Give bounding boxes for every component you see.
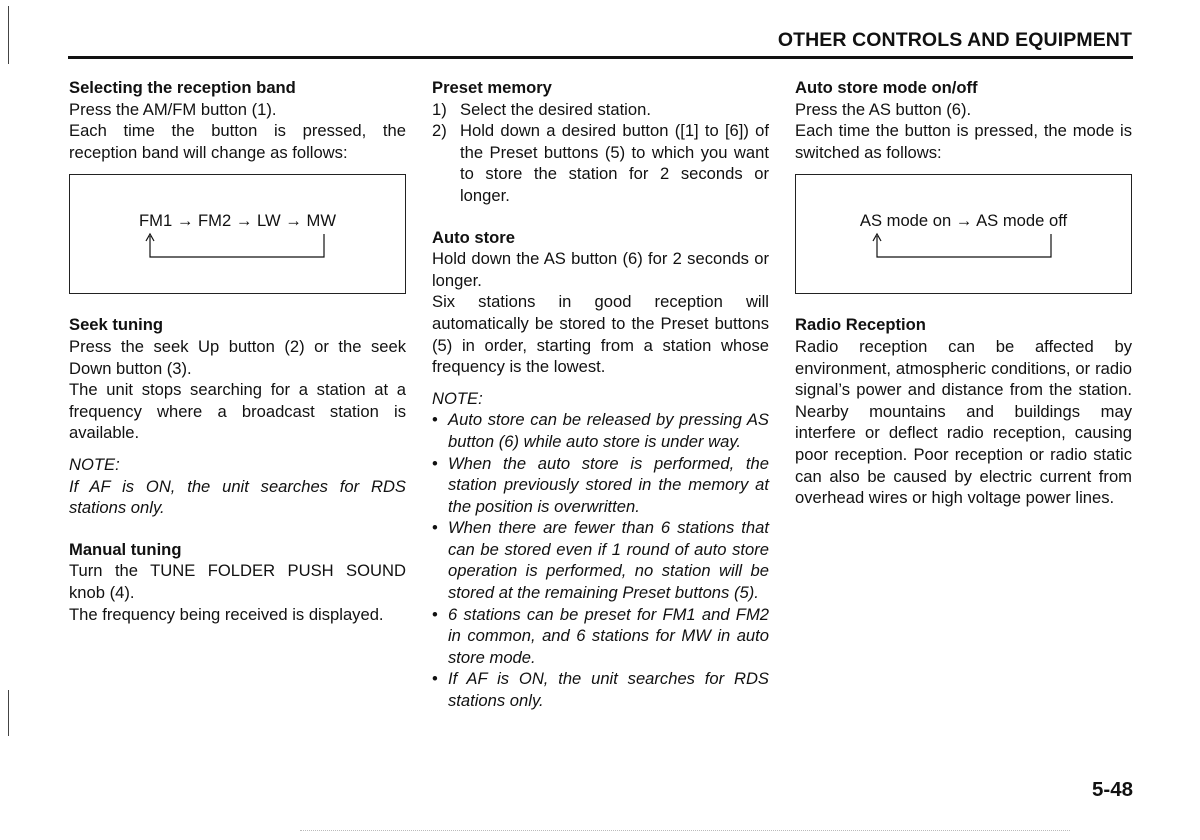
heading-manual-tuning: Manual tuning [69, 539, 182, 559]
step-text: Select the desired station. [460, 99, 651, 119]
note-item: • 6 stations can be preset for FM1 and FM2 in common, and 6 stations for MW in auto store mode. [432, 604, 769, 667]
note-item: • When there are fewer than 6 stations that can be stored even if 1 round of auto store operation is performed, no station will be stored at the remaining Preset buttons (5). [432, 518, 769, 603]
note-label-middle: NOTE: [432, 388, 483, 408]
step-text: Hold down a desired button ([1] to [6]) of the Preset buttons (5) to which you want to store the station for 2 seconds or longer. [460, 121, 769, 205]
heading-as-mode: Auto store mode on/off [795, 78, 978, 97]
bullet: • [432, 518, 438, 538]
heading-preset-memory: Preset memory [432, 78, 552, 97]
paragraph-band-1: Press the AM/FM button (1). [69, 99, 277, 119]
paragraph-seek-1: Press the seek Up button (2) or the seek Down button (3). [69, 336, 406, 378]
heading-seek-tuning: Seek tuning [69, 315, 164, 335]
paragraph-seek-2: The unit stops searching for a station at a frequency where a broadcast station is available. [69, 380, 406, 443]
as-mode-cycle-diagram [795, 174, 1132, 294]
band-cycle-return-arrow [70, 175, 405, 293]
paragraph-band-2: Each time the button is pressed, the reception band will change as follows: [69, 121, 406, 162]
paragraph-as-mode-2: Each time the button is pressed, the mode is switched as follows: [795, 121, 1132, 162]
paragraph-as-mode-1: Press the AS button (6). [795, 99, 972, 119]
band-cycle-diagram [69, 174, 406, 294]
header-rule [68, 56, 1133, 59]
preset-steps [432, 99, 769, 207]
paragraph-manual-2: The frequency being received is displayed. [69, 604, 384, 624]
bullet: • [432, 604, 438, 624]
binding-margin-mark-top [8, 6, 9, 64]
preset-step [432, 99, 769, 121]
note-item: • Auto store can be released by pressing AS button (6) while auto store is under way. [432, 410, 769, 451]
band-cycle-text: FM1 → FM2 → LW → MW [139, 211, 336, 231]
column-right [795, 77, 1132, 509]
as-mode-cycle-text: AS mode on → AS mode off [859, 211, 1068, 231]
note-list-middle [432, 409, 769, 711]
page-number: 5-48 [1091, 778, 1133, 801]
heading-auto-store: Auto store [432, 227, 515, 247]
heading-radio-reception: Radio Reception [795, 315, 926, 335]
bullet: • [432, 410, 438, 430]
bullet: • [432, 453, 438, 473]
step-number: 1) [432, 99, 447, 119]
binding-margin-mark-bottom [8, 690, 9, 736]
note-label-left: NOTE: [69, 454, 120, 474]
paragraph-radio-reception: Radio reception can be affected by environment, atmospheric conditions, or radio signal’s power and distance from the station. Nearby mountains and buildings may interfere or deflect radio reception, causing poor reception. Poor reception or radio static can also be caused by electric current from overhead wires or high voltage power lines. [795, 336, 1132, 508]
as-mode-return-arrow [796, 175, 1131, 293]
paragraph-autostore-1: Hold down the AS button (6) for 2 seconds or longer. [432, 249, 769, 290]
note-text-left: If AF is ON, the unit searches for RDS stations only. [69, 476, 406, 518]
column-left [69, 77, 406, 625]
paragraph-manual-1: Turn the TUNE FOLDER PUSH SOUND knob (4). [69, 561, 406, 602]
bullet: • [432, 669, 438, 689]
section-title: OTHER CONTROLS AND EQUIPMENT [777, 29, 1132, 51]
note-item: • If AF is ON, the unit searches for RDS stations only. [432, 669, 769, 711]
preset-step [432, 120, 769, 206]
note-item: • When the auto store is performed, the station previously stored in the memory at the position is overwritten. [432, 453, 769, 516]
paragraph-autostore-2: Six stations in good reception will automatically be stored to the Preset buttons (5) in order, starting from a station whose frequency is the lowest. [432, 292, 769, 377]
footer-dotted-line [300, 830, 1070, 832]
heading-reception-band: Selecting the reception band [69, 78, 296, 97]
step-number: 2) [432, 121, 447, 141]
column-middle [432, 77, 769, 712]
